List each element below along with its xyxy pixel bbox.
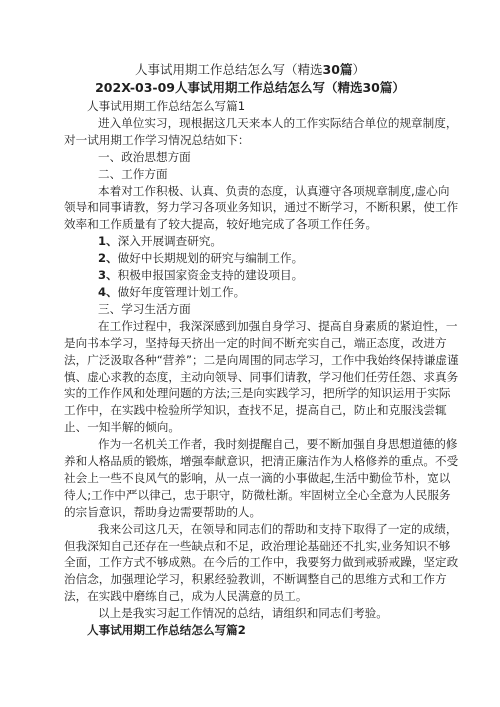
paragraph-text: 我来公司这几天，在领导和同志们的帮助和支持下取得了一定的成绩，但我深知自己还存在一些缺点和不足，政治理论基础还不扎实,业务知识不够全面，工作方式不够成熟。在今后的工作中，我要努力做到戒骄戒躁，坚定政治信念，加强理论学习，积累经验教训，不断调整自己的思维方式和工作方法，在实践中磨练自己，成为人民满意的员工。	[64, 521, 459, 604]
document-title	[0, 62, 500, 78]
list-number: 1、	[98, 234, 118, 249]
paragraph	[64, 436, 460, 521]
document-body	[64, 98, 460, 639]
paragraph	[64, 183, 460, 234]
paragraph	[64, 166, 460, 183]
paragraph-text: 作为一名机关工作者，我时刻提醒自己，要不断加强自身思想道德的修养和人格品质的锻炼，增强奉献意识，把清正廉洁作为人格修养的重点。不受社会上一些不良风气的影响，从一点一滴的小事做起,生活中勤俭节朴，宽以待人;工作中严以律己，忠于职守，防微杜渐。牢固树立全心全意为人民服务的宗旨意识，帮助身边需要帮助的人。	[64, 437, 459, 519]
paragraph	[64, 301, 460, 318]
paragraph	[64, 149, 460, 166]
paragraph-text: 二、工作方面	[98, 166, 168, 181]
paragraph-text: 做好中长期规划的研究与编制工作。	[117, 251, 304, 266]
paragraph-text: 在工作过程中，我深深感到加强自身学习、提高自身素质的紧迫性，一是向书本学习，坚持每天挤出一定的时间不断充实自己，端正态度，改进方法，广泛汲取各种“营养”；二是向周围的同志学习，工作中我始终保持谦虚谨慎、虚心求教的态度，主动向领导、同事们请教，学习他们任劳任怨、求真务实的工作作风和处理问题的方法;三是向实践学习，把所学的知识运用于实际工作中，在实践中检验所学知识，查找不足，提高自己，防止和克服浅尝辄止、一知半解的倾向。	[64, 318, 459, 435]
title-count: 30篇	[322, 62, 353, 77]
paragraph-text: 人事试用期工作总结怎么写篇1	[87, 99, 246, 113]
document-subtitle: 202X-03-09人事试用期工作总结怎么写（精选30篇）	[95, 80, 405, 95]
paragraph	[64, 115, 460, 149]
paragraph-text: 本着对工作积极、认真、负责的态度，认真遵守各项规章制度,虚心向领导和同事请教，努力学习各项业务知识，通过不断学习，不断积累，使工作效率和工作质量有了较大提高，较好地完成了各项工作任务。	[64, 183, 459, 232]
paragraph	[64, 622, 460, 639]
list-number: 2、	[98, 251, 118, 266]
paragraph	[64, 250, 460, 267]
paragraph-text: 以上是我实习起工作情况的总结，请组织和同志们考验。	[98, 606, 388, 621]
title-suffix: ）	[352, 62, 365, 77]
paragraph-text: 三、学习生活方面	[98, 301, 191, 316]
paragraph	[64, 521, 460, 606]
paragraph-text: 做好年度管理计划工作。	[117, 284, 246, 299]
paragraph	[64, 605, 460, 622]
title-prefix: 人事试用期工作总结怎么写（精选	[135, 62, 323, 77]
paragraph	[64, 318, 460, 436]
list-number: 3、	[98, 268, 118, 283]
paragraph	[64, 284, 460, 301]
list-number: 4、	[98, 284, 118, 299]
paragraph-text: 深入开展调查研究。	[117, 234, 223, 249]
paragraph-text: 一、政治思想方面	[98, 149, 191, 164]
paragraph	[64, 267, 460, 284]
paragraph-text: 人事试用期工作总结怎么写篇2	[87, 623, 246, 638]
paragraph	[64, 98, 460, 115]
paragraph	[64, 233, 460, 250]
paragraph-text: 积极申报国家资金支持的建设项目。	[117, 268, 304, 283]
paragraph-text: 进入单位实习，现根据这几天来本人的工作实际结合单位的规章制度，对一试用期工作学习情况总结如下：	[64, 115, 458, 147]
